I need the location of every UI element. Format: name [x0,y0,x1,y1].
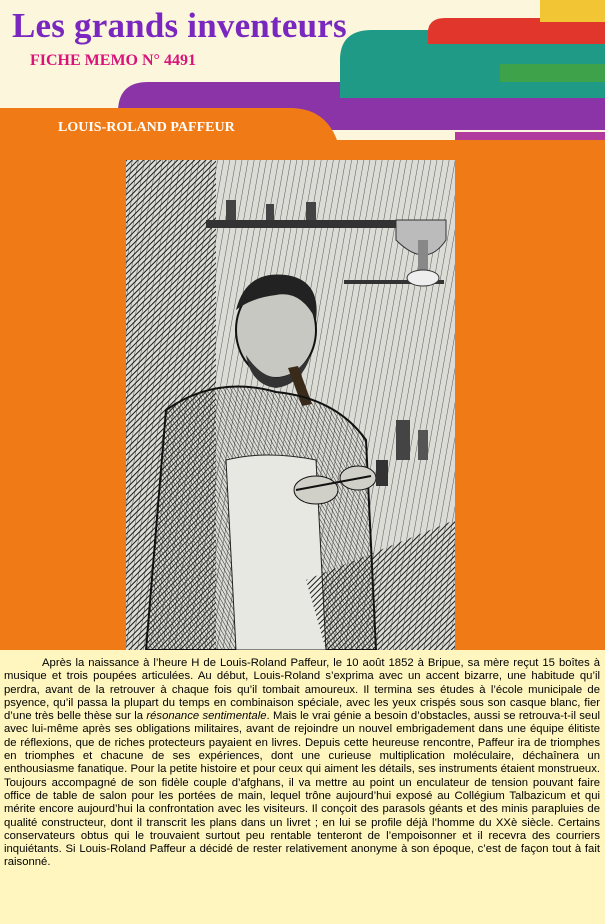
biography-part-1: Après la naissance à l’heure H de Louis-Roland Paffeur, le 10 août 1852 à Bripue, sa mère reçut 15 boîtes à musique et trois poupées articulées. Au début, Louis-Roland s’exprima avec un accent bizarre, une habitude qu’il perdra, avant de la retrouver à chaque fois qu’il tombait amoureux. Il termina ses études à l’école municipale de psyence, qu’il passa la plupart du temps en combinaison spéciale, avec les yeux crispés sous son casque blanc, fier d’une très belle thèse sur la [4,657,600,723]
page-title: Les grands inventeurs [12,6,347,45]
green-band [500,64,605,82]
memo-number: FICHE MEMO N° 4491 [30,52,196,69]
portrait-engraving [126,160,455,650]
inventor-name: LOUIS-ROLAND PAFFEUR [58,120,235,135]
yellow-band [540,0,605,22]
biography-emphasis: résonance sentimentale [146,710,267,723]
biography-paragraph [4,657,600,870]
biography-text [4,657,600,870]
biography-part-2: . Mais le vrai génie a besoin d’obstacles, aussi se retrouva-t-il seul avec lui-même après ses obligations militaires, avant de rejoindre un nouvel embrigadement dans une équipe élitiste de réflexions, que de riches protecteurs payaient en livres. Depuis cette heureuse rencontre, Paffeur ira de triomphes en triomphes et chacune de ses expériences, dont une curieuse multiplication moléculaire, déchaînera un enthousiasme fanatique. Pour la petite histoire et pour ceux qui aiment les détails, ses instruments étaient monstrueux. Toujours accompagné de son fidèle couple d’afghans, il va mettre au point un enculateur de tension pouvant faire office de table de salon pour les portées de main, lequel trône aujourd’hui exposé au Collégium Talbazicum et qui mérite encore aujourd’hui la confrontation avec les visiteurs. Il conçoit des parasols géants et des minis parapluies de qualité constructeur, dont il transcrit les plans dans un livret ; en lui se profile déjà l’homme du XXè siècle. Certains conservateurs obtus qui le trouvaient surtout peu rentable tenteront de l’empoisonner et il recevra des courriers inquiétants. Si Louis-Roland Paffeur a décidé de rester relativement anonyme à son époque, c’est de façon tout à fait raisonné. [4,710,600,869]
engraving-portrait-icon [126,160,455,650]
